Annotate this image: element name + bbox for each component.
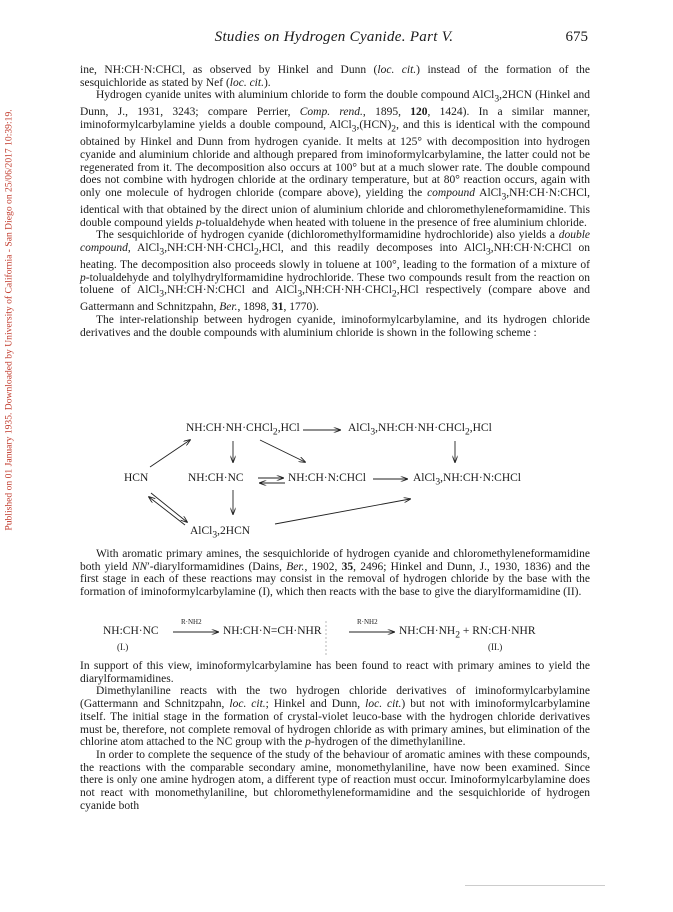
eq-intermediate: NH:CH·N=CH·NHR	[223, 625, 322, 637]
reaction-scheme	[115, 424, 545, 544]
body-text-bottom	[80, 660, 590, 812]
eq-reactant: NH:CH·NC	[103, 625, 159, 637]
scheme-sesquichloride: NH:CH·NH·CHCl$_2$,HCl	[186, 422, 300, 438]
paragraph: The inter-relationship between hydrogen cyanide, iminoformylcarbylamine, and its hydrogen chloride derivatives and the double compounds with aluminium chloride is shown in the following scheme :	[80, 314, 590, 339]
page-number: 675	[565, 29, 588, 45]
paragraph: The sesquichloride of hydrogen cyanide (dichloromethylformamidine hydrochloride) also yields a double compound, AlCl$_3$,NH:CH·NH·CHCl$_2$,HCl, and this readily decomposes into AlCl$_3$,NH:CH·N:CHCl on heating. The decomposition also proceeds slowly in toluene at 100°, leading to the formation of a mixture of p-tolualdehyde and tolylhydrylformamidine hydrochloride. These two compounds result from the reaction on toluene of AlCl$_3$,NH:CH·N:CHCl and AlCl$_3$,NH:CH·NH·CHCl$_2$,HCl respectively (compare above and Gattermann and Schnitzpahn, Ber., 1898, 31, 1770).	[80, 229, 591, 314]
paragraph: Hydrogen cyanide unites with aluminium chloride to form the double compound AlCl$_3$,2HCN (Hinkel and Dunn, J., 1931, 3243; compare Perrier, Comp. rend., 1895, 120, 1424). In a similar manner, iminoformylcarbylamine yields a double compound, $AlCl_3,(HCN)_2$, and this is identical with the compound obtained by Hinkel and Dunn from hydrogen cyanide. It melts at 125° with decomposition into hydrogen cyanide and aluminium chloride and although prepared from iminoformylcarbylamine, the latter could not be regenerated from it. The decomposition also occurs at 100° but at a much slower rate. The double compound does not combine with hydrogen chloride at the ordinary temperature, but at 80° reaction occurs, again with only one molecule of hydrogen chloride (compare above), yielding the compound AlCl$_3$,NH:CH·N:CHCl, identical with that obtained by the direct union of aluminium chloride and chloromethyleneformamidine. This double compound yields p-tolualdehyde when heated with toluene in the presence of free aluminium chloride.	[80, 89, 591, 229]
running-header	[80, 29, 588, 49]
eq-label-1: (I.)	[117, 642, 129, 652]
body-text-top	[80, 64, 590, 340]
body-text-middle	[80, 548, 590, 599]
scheme-al-hcn: AlCl$_3$,2HCN	[190, 525, 251, 541]
paragraph: Dimethylaniline reacts with the two hydrogen chloride derivatives of iminoformylcarbylamine (Gattermann and Schnitzpahn, loc. cit.; Hinkel and Dunn, loc. cit.) but not with iminoformylcarbylamine itself. The initial stage in the formation of crystal-violet leuco-base with the hydrogen chloride derivatives must be, therefore, not complete removal of hydrogen chloride as with primary amines, but elimination of the chlorine atom attached to the NC group with the p-hydrogen of the dimethylaniline.	[80, 685, 590, 749]
scheme-al-sesquichloride: AlCl$_3$,NH:CH·NH·CHCl$_2$,HCl	[348, 422, 492, 438]
download-sidebar-note: Published on 01 January 1935. Downloaded by University of California - San Diego on 25/06/2017 10:39:19.	[3, 109, 15, 531]
eq-reagent-2: R·NH2	[357, 618, 378, 626]
paragraph: With aromatic primary amines, the sesquichloride of hydrogen cyanide and chloromethyleneformamidine both yield NN′-diarylformamidines (Dains, Ber., 1902, 35, 2496; Hinkel and Dunn, J., 1930, 1836) and the first stage in each of these reactions may consist in the removal of hydrogen chloride by the base with the formation of iminoformylcarbylamine (I), which then reacts with the base to give the diarylformamidine (II).	[80, 548, 590, 599]
footer-rule	[465, 885, 605, 886]
paragraph: In support of this view, iminoformylcarbylamine has been found to react with primary amines to yield the diarylformamidines.	[80, 660, 590, 685]
scheme-al-chloromethylene: AlCl$_3$,NH:CH·N:CHCl	[413, 472, 521, 488]
scheme-chloromethyleneformamidine: NH:CH·N:CHCl	[288, 472, 366, 484]
paragraph: In order to complete the sequence of the study of the behaviour of aromatic amines with these compounds, the reactions with the comparable secondary amine, monomethylaniline, have now been examined. Since there is only one amine hydrogen atom, a different type of reaction must occur. Iminoformylcarbylamine does not react with monomethylaniline, but chloromethyleneformamidine and the sesquichloride of hydrogen cyanide both	[80, 748, 590, 812]
scheme-hcn: HCN	[124, 472, 149, 484]
reaction-equation	[103, 618, 573, 659]
eq-reagent-1: R·NH2	[181, 618, 202, 626]
eq-products: $NH:CH\cdot NH_2$ + RN:CH·NHR	[399, 625, 536, 641]
running-title: Studies on Hydrogen Cyanide. Part V.	[214, 29, 454, 45]
eq-label-2: (II.)	[488, 642, 503, 652]
paragraph: ine, NH:CH·N:CHCl, as observed by Hinkel and Dunn (loc. cit.) instead of the formation of the sesquichloride as stated by Nef (loc. cit.).	[80, 64, 590, 89]
scheme-iminoformylcarbylamine: NH:CH·NC	[188, 472, 244, 484]
